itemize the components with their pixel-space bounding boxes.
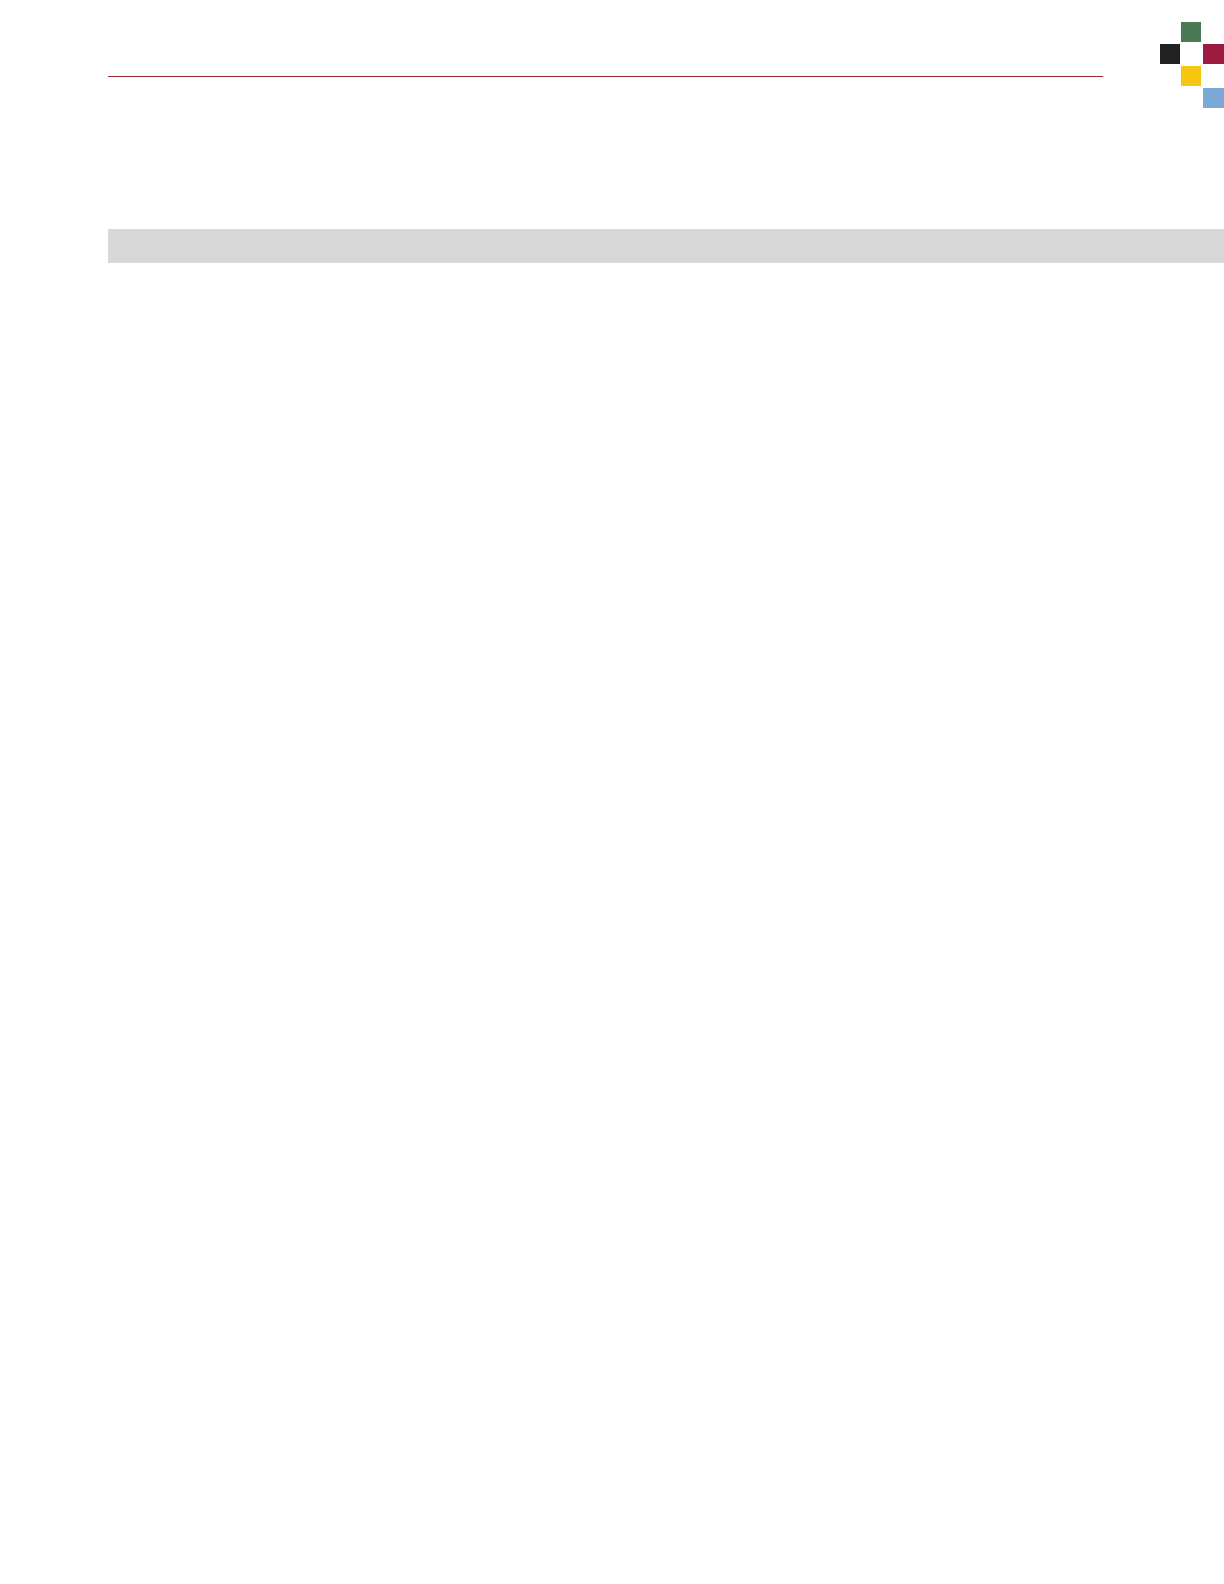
- logo-square-yellow: [1181, 66, 1201, 86]
- logo-square-blue: [1203, 88, 1224, 108]
- appendix-legend: [0, 1490, 1224, 1522]
- header-ets: [882, 229, 982, 263]
- legend-swatch-ets: [440, 1496, 461, 1517]
- logo-square-black: [1160, 44, 1180, 64]
- logo-square-red: [1203, 44, 1224, 64]
- logo-square-green: [1181, 22, 1201, 42]
- legend-swatch-online-education: [968, 1496, 989, 1517]
- header-truncated-column: [1203, 229, 1223, 263]
- header-instructional-training: [1082, 229, 1183, 263]
- header-online-education: [982, 229, 1083, 263]
- header-primary-responsibility: [750, 229, 861, 263]
- header-rule: [108, 76, 1103, 77]
